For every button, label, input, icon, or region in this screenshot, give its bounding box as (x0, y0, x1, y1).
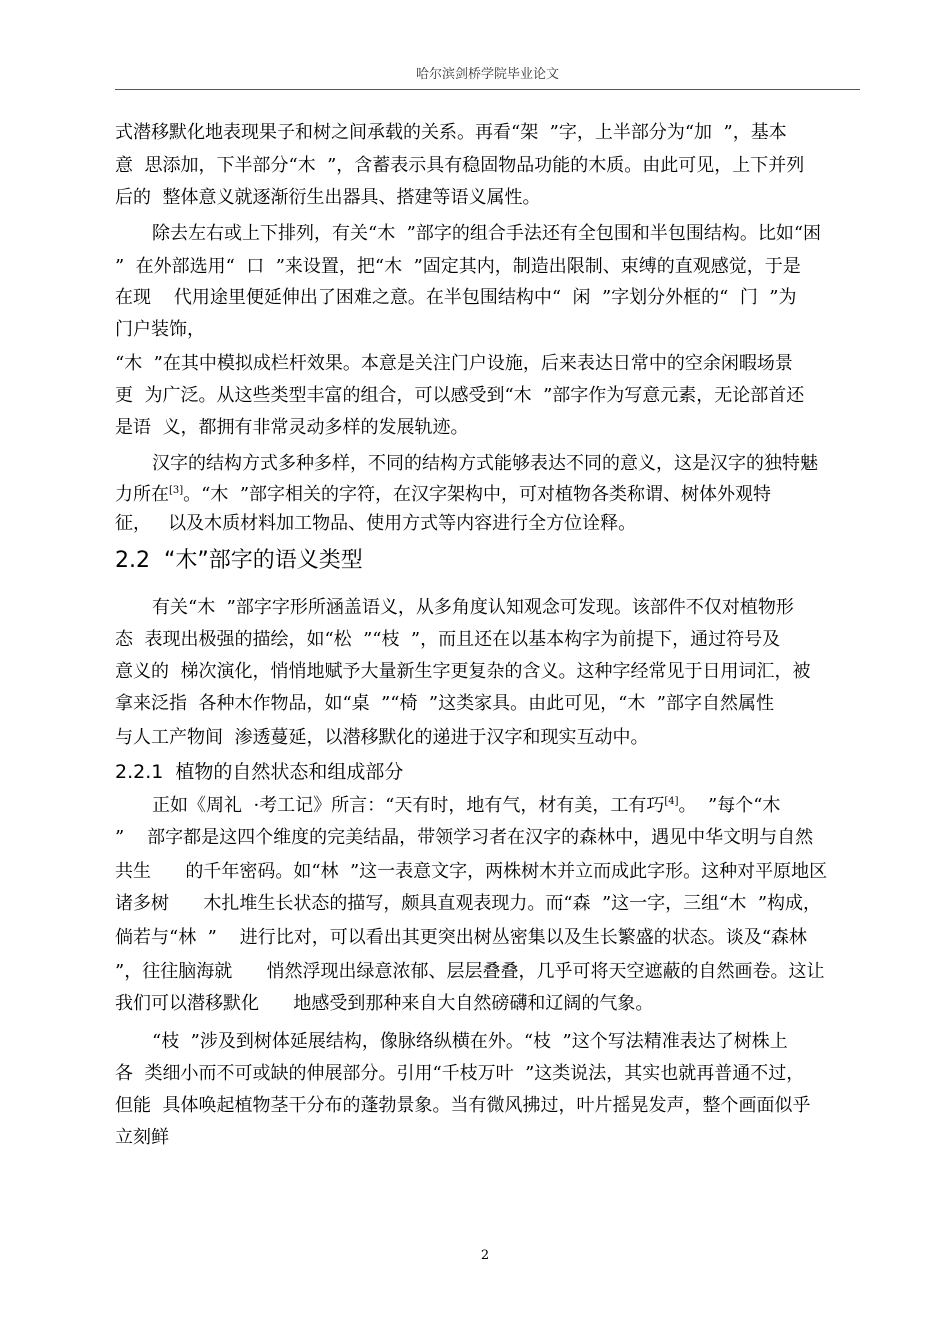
body-line (152, 794, 780, 818)
body-line: 是语 义，都拥有非常灵动多样的发展轨迹。 (115, 417, 469, 438)
body-line: 倘若与“林 ” 进行比对，可以看出其更突出树丛密集以及生长繁盛的状态。谈及“森林 (115, 927, 807, 948)
body-line: 但能 具体唤起植物茎干分布的蓬勃景象。当有微风拂过，叶片摇晃发声，整个画面似乎 (115, 1095, 811, 1116)
body-line: 与人工产物间 渗透蔓延，以潜移默化的递进于汉字和现实互动中。 (115, 727, 649, 748)
body-line: 除去左右或上下排列，有关“木 ”部字的组合手法还有全包围和半包围结构。比如“困 (152, 223, 822, 244)
body-line: 拿来泛指 各种木作物品，如“桌 ”“椅 ”这类家具。由此可见，“木 ”部字自然属性 (115, 693, 774, 714)
body-line: 态 表现出极强的描绘，如“松 ”“枝 ”，而且还在以基本构字为前提下，通过符号及 (115, 629, 781, 650)
page-header: 哈尔滨剑桥学院毕业论文 (415, 67, 559, 82)
body-text: 。“木 ”部字相关的字符，在汉字架构中，可对植物各类称谓、树体外观特 (183, 484, 772, 505)
body-line: 在现 代用途里便延伸出了困难之意。在半包围结构中“ 闲 ”字划分外框的“ 门 ”为 (115, 287, 797, 308)
body-line: 各 类细小而不可或缺的伸展部分。引用“千枝万叶 ”这类说法，其实也就再普通不过， (115, 1063, 805, 1084)
subsection-heading: 2.2.1 植物的自然状态和组成部分 (115, 761, 404, 783)
body-line: ” 部字都是这四个维度的完美结晶，带领学习者在汉字的森林中，遇见中华文明与自然 (115, 827, 814, 848)
body-line: 有关“木 ”部字字形所涵盖语义，从多角度认知观念可发现。该部件不仅对植物形 (152, 597, 794, 618)
body-line: 门户装饰， (115, 319, 205, 340)
body-line: 我们可以潜移默化 地感受到那种来自大自然磅礴和辽阔的气象。 (115, 993, 654, 1014)
body-line: ” 在外部选用“ 口 ”来设置，把“木 ”固定其内，制造出限制、束缚的直观感觉，于是 (115, 256, 801, 277)
body-line: 式潜移默化地表现果子和树之间承载的关系。再看“架 ”字，上半部分为“加 ”，基本 (115, 122, 787, 143)
body-line: 汉字的结构方式多种多样，不同的结构方式能够表达不同的意义，这是汉字的独特魅 (152, 453, 818, 474)
body-line: 立刻鲜 (115, 1127, 169, 1148)
body-text: 正如《周礼 ·考工记》所言：“天有时，地有气，材有美，工有巧 (152, 795, 665, 816)
page-number: 2 (480, 1248, 490, 1263)
body-line: 诸多树 木扎堆生长状态的描写，颇具直观表现力。而“森 ”这一字，三组“木 ”构成， (115, 893, 822, 914)
body-text: 力所在 (115, 484, 169, 505)
body-line: ”，往往脑海就 悄然浮现出绿意浓郁、层层叠叠，几乎可将天空遮蔽的自然画卷。这让 (115, 961, 825, 982)
body-line: 征， 以及木质材料加工物品、使用方式等内容进行全方位诠释。 (115, 513, 637, 534)
section-heading: 2.2 “木”部字的语义类型 (115, 548, 363, 573)
body-line (115, 483, 771, 507)
body-line: “枝 ”涉及到树体延展结构，像脉络纵横在外。“枝 ”这个写法精准表达了树株上 (152, 1031, 788, 1052)
body-line: 更 为广泛。从这些类型丰富的组合，可以感受到“木 ”部字作为写意元素，无论部首还 (115, 385, 805, 406)
body-line: “木 ”在其中模拟成栏杆效果。本意是关注门户设施，后来表达日常中的空余闲暇场景 (115, 353, 793, 374)
body-text: 。 ”每个“木 (678, 795, 781, 816)
header-divider (115, 89, 860, 90)
body-line: 共生 的千年密码。如“林 ”这一表意文字，两株树木并立而成此字形。这种对平原地区 (115, 861, 828, 882)
citation-3: [3] (169, 485, 184, 496)
body-line: 意义的 梯次演化，悄悄地赋予大量新生字更复杂的含义。这种字经常见于日用词汇，被 (115, 661, 811, 682)
citation-4: [4] (664, 796, 679, 807)
body-line: 后的 整体意义就逐渐衍生出器具、搭建等语义属性。 (115, 187, 541, 208)
body-line: 意 思添加，下半部分“木 ”，含蓄表示具有稳固物品功能的木质。由此可见，上下并列 (115, 155, 805, 176)
